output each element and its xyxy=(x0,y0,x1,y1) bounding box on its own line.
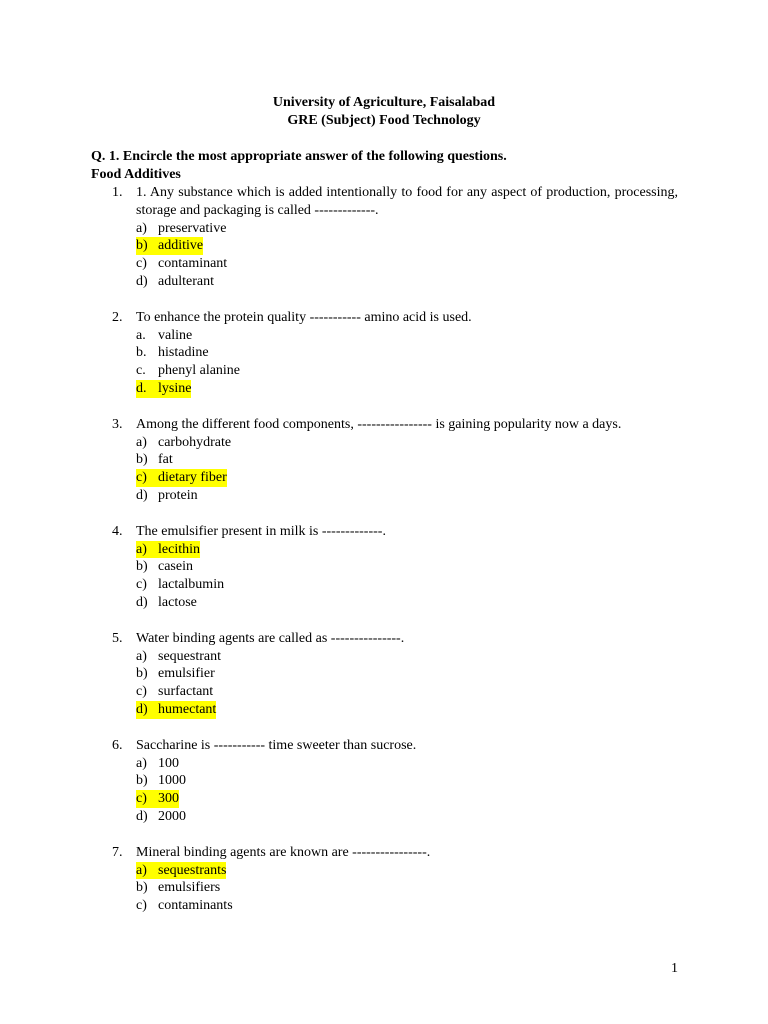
option-text: adulterant xyxy=(158,273,214,289)
question-stem xyxy=(91,523,678,541)
answer-option xyxy=(91,879,678,897)
question-text: 1. Any substance which is added intentionally to food for any aspect of production, processing, storage and packaging is called -------------. xyxy=(136,185,678,218)
answer-option-highlighted xyxy=(91,790,678,808)
option-letter: a) xyxy=(136,220,147,236)
answer-option xyxy=(91,220,678,238)
option-letter: d) xyxy=(136,701,148,717)
option-text: contaminants xyxy=(158,898,233,914)
option-text: lactalbumin xyxy=(158,577,225,593)
option-text: emulsifier xyxy=(158,666,215,682)
option-letter: d) xyxy=(136,273,148,289)
option-text: histadine xyxy=(158,345,209,361)
option-content xyxy=(136,701,216,719)
option-letter: d) xyxy=(136,594,148,610)
question-stem xyxy=(91,737,678,755)
question-text: Among the different food components, ---------------- is gaining popularity now a days. xyxy=(136,416,622,432)
option-letter: c) xyxy=(136,256,147,272)
section-heading: Food Additives xyxy=(91,167,181,182)
answer-option xyxy=(91,255,678,273)
question-stem xyxy=(91,184,678,220)
option-letter: c) xyxy=(136,791,147,807)
answer-option-highlighted xyxy=(91,380,678,398)
option-content xyxy=(136,469,227,487)
option-content xyxy=(136,255,227,273)
option-text: surfactant xyxy=(158,684,214,700)
option-letter: a. xyxy=(136,327,146,343)
option-letter: b) xyxy=(136,452,148,468)
option-text: sequestrant xyxy=(158,648,221,664)
answer-option xyxy=(91,648,678,666)
option-text: 100 xyxy=(158,755,179,771)
option-letter: b. xyxy=(136,345,147,361)
option-content xyxy=(136,220,226,238)
option-letter: b) xyxy=(136,238,148,254)
option-text: lecithin xyxy=(158,541,200,557)
answer-option xyxy=(91,683,678,701)
document-header xyxy=(0,94,768,130)
option-letter: c) xyxy=(136,684,147,700)
question-text: The emulsifier present in milk is -------------. xyxy=(136,523,386,539)
instruction-block xyxy=(91,148,507,184)
question-number: 7. xyxy=(112,844,123,860)
option-text: lysine xyxy=(158,380,192,396)
option-letter: a) xyxy=(136,648,147,664)
option-text: protein xyxy=(158,487,198,503)
question-text: Mineral binding agents are known are ----------------. xyxy=(136,844,431,860)
option-text: 1000 xyxy=(158,773,186,789)
answer-option-highlighted xyxy=(91,862,678,880)
question-stem xyxy=(91,844,678,862)
question-item xyxy=(91,523,678,612)
option-letter: c. xyxy=(136,363,146,379)
option-text: 2000 xyxy=(158,808,186,824)
question-number: 4. xyxy=(112,523,123,539)
option-content xyxy=(136,683,213,701)
answer-option xyxy=(91,327,678,345)
exam-title: GRE (Subject) Food Technology xyxy=(287,113,481,128)
option-content xyxy=(136,897,233,915)
option-content xyxy=(136,237,203,255)
option-text: valine xyxy=(158,327,193,343)
option-content xyxy=(136,790,179,808)
option-text: humectant xyxy=(158,701,217,717)
answer-option xyxy=(91,451,678,469)
question-item xyxy=(91,184,678,291)
answer-option xyxy=(91,808,678,826)
option-content xyxy=(136,380,191,398)
option-text: emulsifiers xyxy=(158,880,221,896)
option-text: fat xyxy=(158,452,173,468)
option-letter: b) xyxy=(136,880,148,896)
university-title: University of Agriculture, Faisalabad xyxy=(272,95,496,110)
question-item xyxy=(91,416,678,505)
option-content xyxy=(136,862,226,880)
question-number: 3. xyxy=(112,416,123,432)
question-text: Water binding agents are called as ---------------. xyxy=(136,630,405,646)
instruction-text: Q. 1. Encircle the most appropriate answer of the following questions. xyxy=(91,149,507,164)
option-letter: b) xyxy=(136,559,148,575)
question-stem xyxy=(91,630,678,648)
option-letter: a) xyxy=(136,755,147,771)
answer-option-highlighted xyxy=(91,701,678,719)
question-item xyxy=(91,630,678,719)
option-letter: d) xyxy=(136,808,148,824)
question-item xyxy=(91,737,678,826)
option-text: preservative xyxy=(158,220,227,236)
answer-option-highlighted xyxy=(91,541,678,559)
question-number: 6. xyxy=(112,737,123,753)
option-content xyxy=(136,541,200,559)
option-content xyxy=(136,558,193,576)
option-content xyxy=(136,273,214,291)
option-content xyxy=(136,344,209,362)
answer-option xyxy=(91,362,678,380)
option-text: 300 xyxy=(158,791,179,807)
question-number: 5. xyxy=(112,630,123,646)
option-content xyxy=(136,487,198,505)
option-text: lactose xyxy=(158,594,197,610)
question-item xyxy=(91,309,678,398)
option-text: carbohydrate xyxy=(158,434,232,450)
answer-option xyxy=(91,755,678,773)
option-content xyxy=(136,451,173,469)
option-text: dietary fiber xyxy=(158,470,227,486)
option-text: phenyl alanine xyxy=(158,363,241,379)
answer-option xyxy=(91,344,678,362)
answer-option-highlighted xyxy=(91,469,678,487)
option-content xyxy=(136,755,179,773)
option-content xyxy=(136,594,197,612)
question-text: Saccharine is ----------- time sweeter than sucrose. xyxy=(136,737,417,753)
option-content xyxy=(136,648,221,666)
answer-option xyxy=(91,487,678,505)
question-stem xyxy=(91,309,678,327)
option-letter: a) xyxy=(136,434,147,450)
answer-option xyxy=(91,273,678,291)
answer-option xyxy=(91,594,678,612)
option-content xyxy=(136,808,186,826)
option-content xyxy=(136,327,192,345)
option-content xyxy=(136,362,240,380)
option-letter: c) xyxy=(136,577,147,593)
option-text: casein xyxy=(158,559,193,575)
answer-option xyxy=(91,897,678,915)
question-stem xyxy=(91,416,678,434)
option-letter: d. xyxy=(136,380,147,396)
option-content xyxy=(136,665,215,683)
option-content xyxy=(136,434,231,452)
question-number: 2. xyxy=(112,309,123,325)
option-text: contaminant xyxy=(158,256,228,272)
answer-option xyxy=(91,576,678,594)
option-letter: b) xyxy=(136,773,148,789)
question-list xyxy=(91,184,678,933)
option-content xyxy=(136,576,224,594)
question-text: To enhance the protein quality ----------- amino acid is used. xyxy=(136,309,472,325)
option-letter: b) xyxy=(136,666,148,682)
option-letter: c) xyxy=(136,898,147,914)
option-content xyxy=(136,879,220,897)
answer-option xyxy=(91,558,678,576)
option-letter: d) xyxy=(136,487,148,503)
answer-option xyxy=(91,434,678,452)
answer-option-highlighted xyxy=(91,237,678,255)
answer-option xyxy=(91,772,678,790)
option-letter: c) xyxy=(136,470,147,486)
option-text: additive xyxy=(158,238,204,254)
question-item xyxy=(91,844,678,915)
answer-option xyxy=(91,665,678,683)
question-number: 1. xyxy=(112,185,123,200)
page-number: 1 xyxy=(671,961,678,976)
option-letter: a) xyxy=(136,862,147,878)
option-letter: a) xyxy=(136,541,147,557)
option-content xyxy=(136,772,186,790)
option-text: sequestrants xyxy=(158,862,227,878)
